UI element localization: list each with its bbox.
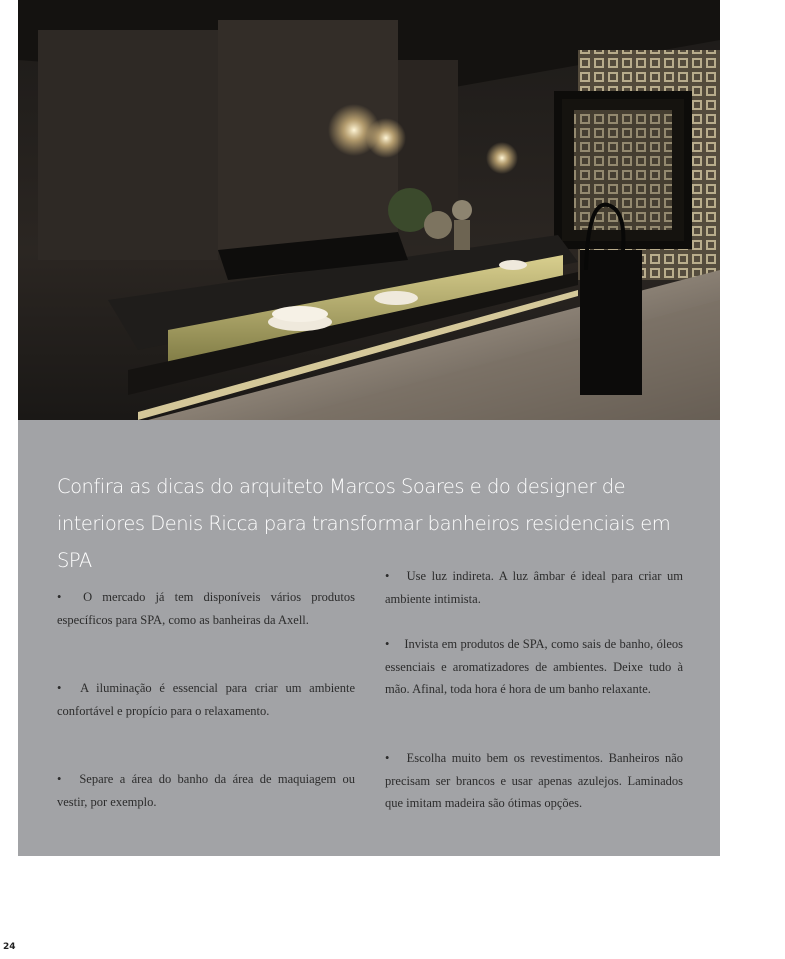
- tip-text: Use luz indireta. A luz âmbar é ideal para criar um ambiente intimista.: [385, 569, 683, 606]
- bullet: •: [57, 590, 62, 604]
- page-number: 24: [3, 942, 16, 952]
- list-item: [57, 768, 355, 813]
- list-item: [57, 586, 355, 631]
- bullet: •: [57, 772, 62, 786]
- tip-text: A iluminação é essencial para criar um ambiente confortável e propício para o relaxamento.: [57, 681, 355, 718]
- tip-text: O mercado já tem disponíveis vários produtos específicos para SPA, como as banheiras da Axell.: [57, 590, 355, 627]
- headline: Confira as dicas do arquiteto Marcos Soares e do designer de interiores Denis Ricca para transformar banheiros residenciais em SPA: [57, 475, 671, 572]
- spa-bathroom-photo: [18, 0, 720, 420]
- list-item: [385, 633, 683, 701]
- bullet: •: [57, 681, 62, 695]
- tip-text: Separe a área do banho da área de maquiagem ou vestir, por exemplo.: [57, 772, 355, 809]
- tips-panel: [18, 420, 720, 856]
- list-item: [385, 565, 683, 610]
- tip-text: Invista em produtos de SPA, como sais de banho, óleos essenciais e aromatizadores de ambientes. Deixe tudo à mão. Afinal, toda hora é hora de um banho relaxante.: [385, 637, 683, 696]
- list-item: [57, 677, 355, 722]
- bullet: •: [385, 569, 390, 583]
- bullet: •: [385, 751, 390, 765]
- list-item: [385, 747, 683, 815]
- tip-text: Escolha muito bem os revestimentos. Banheiros não precisam ser brancos e usar apenas azulejos. Laminados que imitam madeira são ótimas opções.: [385, 751, 683, 810]
- bullet: •: [385, 637, 390, 651]
